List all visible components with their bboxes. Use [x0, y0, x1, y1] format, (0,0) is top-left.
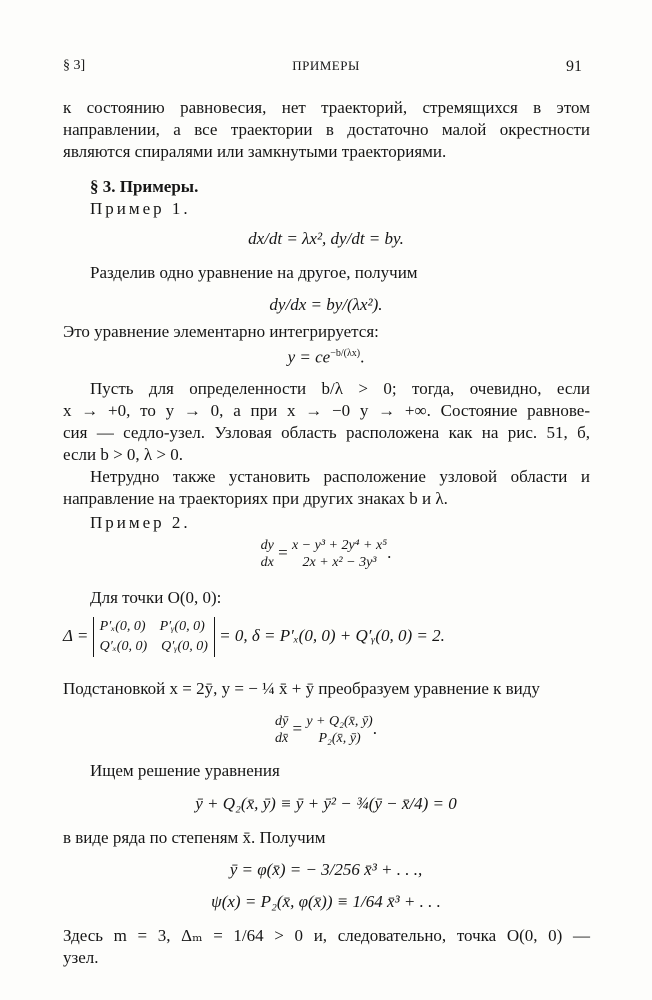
equation-1: dx/dt = λx², dy/dt = by. [248, 229, 404, 248]
para-line-1: Пусть для определенности b/λ > 0; тогда, очевидно, если [90, 379, 590, 398]
equation-2: dy/dx = by/(λx²). [269, 295, 383, 314]
equation-example-2: dy dx = x − y³ + 2y⁴ + x⁵ 2x + x² − 3y³ . [260, 538, 392, 571]
text-series: в виде ряда по степеням x̄. Получим [63, 828, 326, 847]
intro-line-3: являются спиралями или замкнутыми траекториями. [63, 142, 447, 161]
intro-line-1: к состоянию равновесия, нет траекторий, стремящихся в этом [63, 98, 590, 117]
text-divide: Разделив одно уравнение на другое, получим [90, 263, 418, 282]
conclusion-line-1: Здесь m = 3, Δₘ = 1/64 > 0 и, следовательно, точка O(0, 0) — [63, 926, 590, 945]
page-number: 91 [566, 58, 582, 75]
section-title: § 3. Примеры. [90, 177, 199, 196]
example-2-label: Пример 2. [90, 513, 191, 532]
para-line-3: сия — седло-узел. Узловая область расположена как на рис. 51, б, [63, 423, 590, 442]
text-integrate: Это уравнение элементарно интегрируется: [63, 322, 379, 341]
para2-line-1: Нетрудно также установить расположение узловой области и [90, 467, 590, 486]
header-section: § 3] [63, 58, 86, 73]
para-line-4: если b > 0, λ > 0. [63, 445, 184, 464]
para-line-2: x → +0, то y → 0, а при x → −0 y → +∞. Состояние равнове- [63, 401, 590, 420]
para2-line-2: направление на траекториях при других знаках b и λ. [63, 489, 448, 508]
header-title: ПРИМЕРЫ [292, 58, 360, 73]
substitution-text: Подстановкой x = 2ȳ, y = − ¼ x̄ + ȳ преобразуем уравнение к виду [63, 679, 540, 698]
text-seek-solution: Ищем решение уравнения [90, 761, 280, 780]
intro-line-2: направлении, а все траектории в достаточно малой окрестности [63, 120, 590, 139]
equation-5: ȳ + Q₂(x̄, ȳ) ≡ ȳ + ȳ² − ¾(ȳ − x̄/4) = 0 [195, 794, 457, 813]
determinant-line: Δ = P′ₓ(0, 0) P′ᵧ(0, 0) Q′ₓ(0, 0) Q′ᵧ(0, 0) = 0, δ = P′ₓ(0, 0) + Q′ᵧ(0, 0) = 2. [63, 614, 590, 658]
example-1-label: Пример 1. [90, 199, 191, 218]
equation-4: dȳ dx̄ = y + Q₂(x̄, ȳ) P₂(x̄, ȳ) . [275, 714, 377, 747]
point-text: Для точки O(0, 0): [90, 588, 222, 607]
conclusion-line-2: узел. [63, 948, 99, 967]
equation-7: ψ(x) = P₂(x̄, φ(x̄)) ≡ 1/64 x̄³ + . . . [211, 892, 441, 911]
equation-6: ȳ = φ(x̄) = − 3/256 x̄³ + . . ., [229, 860, 423, 879]
equation-3: $y = ce^{-b/(\lambda x)}$. [287, 347, 365, 367]
determinant-matrix: P′ₓ(0, 0) P′ᵧ(0, 0) Q′ₓ(0, 0) Q′ᵧ(0, 0) [93, 617, 215, 657]
